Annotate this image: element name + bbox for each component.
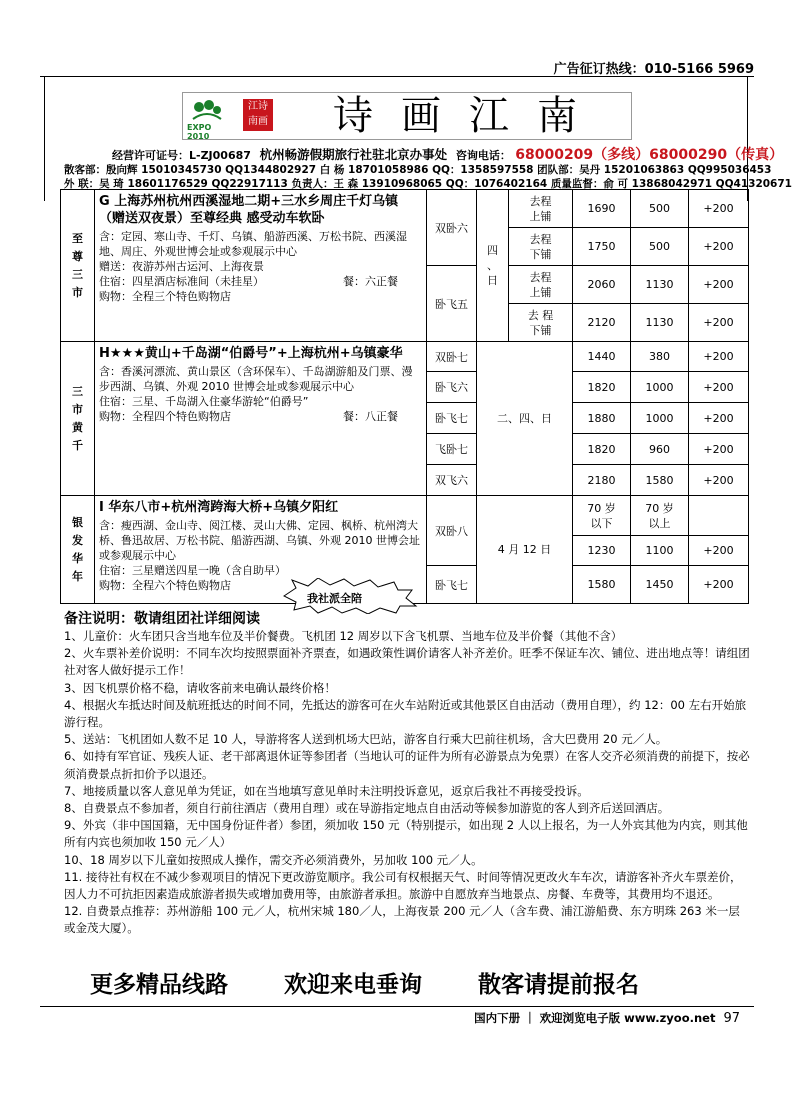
contacts-row-1: 散客部：殷向辉 15010345730 QQ1344802927 白 杨 18701058986 QQ：1358597558 团队部：吴丹 15201063863 QQ995036453	[64, 164, 772, 176]
child-price: 1130	[631, 304, 689, 342]
departure-date: 4 月 12 日	[477, 496, 573, 604]
notes-list	[64, 628, 750, 938]
route-line: 含：瘦西湖、金山寺、阅江楼、灵山大佛、定园、枫桥、杭州湾大桥、鲁迅故居、万松书院、船游西湖、乌镇、外观 2010 世博会址或参观展示中心	[99, 519, 420, 562]
note-item: 5、送站：飞机团如人数不足 10 人，导游将客人送到机场大巴站，游客自行乘大巴前往机场，含大巴费用 20 元／人。	[64, 732, 668, 747]
age-under-70: 70 岁 以下	[573, 496, 631, 536]
route-category: 银 发 华 年	[61, 496, 95, 604]
route-line: 购物：全程六个特色购物店	[99, 579, 231, 592]
expo-logo	[187, 97, 227, 141]
transport-mode: 飞卧七	[427, 434, 477, 465]
note-item: 12. 自费景点推荐：苏州游船 100 元／人，杭州宋城 180／人，上海夜景 200 元／人（含车费、浦江游船费、东方明珠 263 米一层或金茂大厦）。	[64, 904, 740, 936]
escort-badge-text: 我社派全陪	[307, 592, 362, 605]
child-price: 960	[631, 434, 689, 465]
note-item: 9、外宾（非中国国籍，无中国身份证件者）参团，须加收 150 元（特别提示，如出现 2 人以上报名，为一人外宾其他为内宾，则其他所有内宾也须加收 150 元／人）	[64, 818, 748, 850]
extra-price: +200	[689, 372, 749, 403]
table-row	[61, 342, 749, 372]
route-line: 住宿：三星赠送四星一晚（含自助早）	[99, 564, 286, 577]
note-item: 4、根据火车抵达时间及航班抵达的时间不同，先抵达的游客可在火车站附近或其他景区自由活动（费用自理），约 12：00 左右开始旅游行程。	[64, 697, 747, 730]
adult-price: 1750	[573, 228, 631, 266]
note-item: 2、火车票补差价说明：不同车次均按照票面补齐票查，如遇政策性调价请客人补齐差价。旺季不保证车次、铺位、进出地点等！请组团社对客人做好提示工作！	[64, 646, 750, 678]
jiangnan-logo	[243, 99, 273, 131]
extra-price: +200	[689, 566, 749, 604]
route-line: 含：定园、寒山寺、千灯、乌镇、船游西溪、万松书院、西溪湿地、周庄、外观世博会址或参观展示中心	[99, 230, 407, 258]
adult-price: 2060	[573, 266, 631, 304]
note-item: 10、18 周岁以下儿童如按照成人操作，需交齐必须消费外，另加收 100 元／人。	[64, 852, 483, 867]
extra-price: +200	[689, 536, 749, 566]
berth-type: 去程 下铺	[509, 228, 573, 266]
route-description	[95, 190, 427, 342]
note-item: 11. 接待社有权在不减少参观项目的情况下更改游览顺序。我公司有权根据天气、时间等情况更改火车车次，请游客补齐火车票差价，因人力不可抗拒因素造成旅游者损失或增加费用等，由旅游者承担。旅游中自愿放弃当地景点、房餐、车费等，其费用均不退还。	[64, 869, 742, 902]
slogan: 欢迎来电垂询	[284, 972, 422, 998]
note-item: 1、儿童价：火车团只含当地车位及半价餐费。飞机团 12 周岁以下含飞机票、当地车位及半价餐（其他不含）	[64, 629, 623, 643]
route-title: I 华东八市+杭州湾跨海大桥+乌镇夕阳红	[99, 500, 339, 515]
route-lodging: 住宿：四星酒店标准间（未挂星）	[99, 275, 264, 288]
note-item: 8、自费景点不参加者，须自行前往酒店（费用自理）或在导游指定地点自由活动等候参加游览的客人到齐后送回酒店。	[64, 801, 670, 816]
jiangnan-logo-top: 江诗	[248, 101, 268, 112]
extra-price: +200	[689, 190, 749, 228]
child-price: 500	[631, 228, 689, 266]
child-price: 1100	[631, 536, 689, 566]
route-line	[99, 409, 422, 424]
route-line: 含：香溪河漂流、黄山景区（含环保车）、千岛湖游船及门票、漫步西湖、乌镇、外观 2010 世博会址或参观展示中心	[99, 365, 413, 393]
route-title: H★★★黄山+千岛湖“伯爵号”+上海杭州+乌镇豪华	[99, 346, 403, 361]
slogan-row	[90, 966, 730, 999]
consult-label: 咨询电话：	[455, 149, 511, 162]
ad-hotline-label: 广告征订热线：	[553, 62, 645, 77]
extra-price: +200	[689, 266, 749, 304]
note-item: 7、地接质量以客人意见单为凭证，如在当地填写意见单时未注明投诉意见，返京后我社不再接受投诉。	[64, 783, 589, 798]
frame-left-line	[44, 76, 45, 201]
extra-price: +200	[689, 403, 749, 434]
route-shopping: 购物：全程四个特色购物店	[99, 410, 231, 423]
child-price: 1130	[631, 266, 689, 304]
note-item: 6、如持有军官证、残疾人证、老干部离退休证等参团者（当地认可的证件为所有必游景点为免票）在客人交齐必须消费的前提下，按必须消费景点折扣价予以退还。	[64, 749, 750, 781]
transport-mode: 双卧八	[427, 496, 477, 566]
child-price: 500	[631, 190, 689, 228]
route-meals: 餐：八正餐	[343, 410, 398, 423]
route-table	[60, 189, 749, 604]
extra-price: +200	[689, 304, 749, 342]
adult-price: 1580	[573, 566, 631, 604]
adult-price: 1880	[573, 403, 631, 434]
berth-type: 去 程 下铺	[509, 304, 573, 342]
adult-price: 1820	[573, 372, 631, 403]
agency-line	[112, 144, 783, 164]
transport-mode: 卧飞五	[427, 266, 477, 342]
extra-price: +200	[689, 228, 749, 266]
extra-price: +200	[689, 434, 749, 465]
route-line: 住宿：三星、千岛湖入住豪华游轮“伯爵号”	[99, 395, 309, 408]
route-shopping: 购物：全程三个特色购物店	[99, 290, 231, 303]
route-line: 赠送：夜游苏州古运河、上海夜景	[99, 260, 264, 273]
contacts-row-2: 外 联：吴 琦 18601176529 QQ22917113 负责人：王 森 13910968065 QQ：1076402164 质量监督：俞 可 13868042971 QQ41320671	[64, 178, 792, 190]
adult-price: 1820	[573, 434, 631, 465]
jiangnan-logo-bottom: 南画	[248, 116, 268, 127]
transport-mode: 双卧六	[427, 190, 477, 266]
route-title: G 上海苏州杭州西溪湿地二期+三水乡周庄千灯乌镇（赠送双夜景）至尊经典 感受动车软卧	[99, 194, 399, 226]
child-price: 1000	[631, 372, 689, 403]
license-number: 经营许可证号：L-ZJ00687	[112, 149, 251, 162]
transport-mode: 卧飞六	[427, 372, 477, 403]
transport-mode: 双卧七	[427, 342, 477, 372]
adult-price: 2180	[573, 465, 631, 496]
footer-rule	[40, 1006, 754, 1007]
route-meals: 餐：六正餐	[343, 275, 398, 288]
transport-mode: 卧飞七	[427, 403, 477, 434]
child-price: 1580	[631, 465, 689, 496]
footer	[474, 1010, 740, 1026]
route-category: 三 市 黄 千	[61, 342, 95, 496]
berth-type: 去程 上铺	[509, 190, 573, 228]
transport-mode: 双飞六	[427, 465, 477, 496]
header-rule	[40, 76, 754, 77]
adult-price: 1440	[573, 342, 631, 372]
child-price: 1000	[631, 403, 689, 434]
extra-price: +200	[689, 342, 749, 372]
transport-mode: 卧飞七	[427, 566, 477, 604]
route-category: 至 尊 三 市	[61, 190, 95, 342]
title-banner	[182, 92, 632, 140]
age-over-70: 70 岁 以上	[631, 496, 689, 536]
child-price: 1450	[631, 566, 689, 604]
slogan: 散客请提前报名	[478, 972, 639, 998]
slogan: 更多精品线路	[90, 972, 228, 998]
footer-text: 国内下册 ｜ 欢迎浏览电子版 www.zyoo.net	[474, 1011, 716, 1025]
table-row	[61, 190, 749, 228]
adult-price: 2120	[573, 304, 631, 342]
notes-heading: 备注说明：敬请组团社详细阅读	[64, 611, 260, 627]
extra-price: +200	[689, 465, 749, 496]
adult-price: 1690	[573, 190, 631, 228]
berth-type: 去程 上铺	[509, 266, 573, 304]
page-number: 97	[723, 1011, 740, 1026]
child-price: 380	[631, 342, 689, 372]
ad-hotline	[554, 58, 754, 77]
departure-days: 二、四、日	[477, 342, 573, 496]
departure-days: 四 、 日	[477, 190, 509, 342]
banner-title: 诗画江南	[333, 93, 605, 139]
route-line	[99, 274, 422, 289]
adult-price: 1230	[573, 536, 631, 566]
ad-hotline-number: 010-5166 5969	[644, 62, 754, 77]
expo-logo-text: EXPO 2010	[187, 123, 212, 141]
consult-phones: 68000209（多线）68000290（传真）	[515, 147, 784, 163]
agency-name: 杭州畅游假期旅行社驻北京办事处	[259, 147, 448, 162]
note-item: 3、因飞机票价格不稳，请收客前来电确认最终价格！	[64, 680, 336, 695]
route-description	[95, 342, 427, 496]
table-row	[61, 496, 749, 536]
